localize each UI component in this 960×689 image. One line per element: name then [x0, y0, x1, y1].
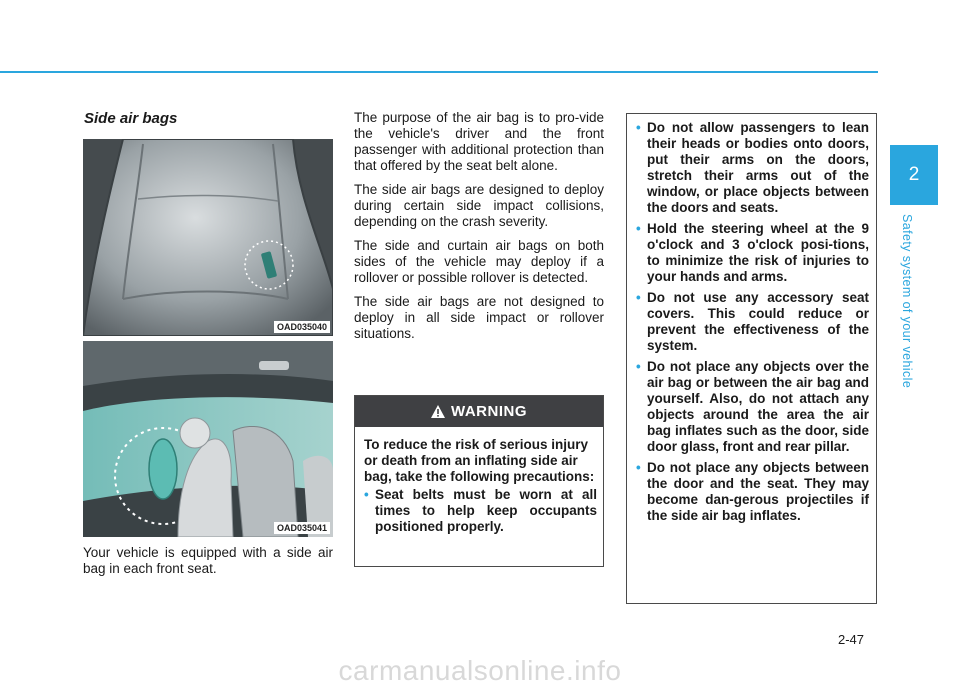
warning-intro: To reduce the risk of serious injury or death from an inflating side air bag, take the following precautions: [364, 437, 595, 484]
figure-seat-side-airbag [83, 139, 333, 336]
list-item: • Do not allow passengers to lean their heads or bodies onto doors, put their arms on the doors, stretch their arms out of the window, or place objects between the doors and seats. [636, 120, 869, 216]
page-number: 2-47 [838, 632, 865, 647]
deployed-airbag-illustration [83, 341, 333, 537]
figure-caption: Your vehicle is equipped with a side air bag in each front seat. [83, 545, 333, 576]
precautions-box [626, 113, 877, 604]
warning-triangle-icon [431, 405, 445, 418]
section-title: Side air bags [84, 110, 178, 127]
paragraph: The purpose of the air bag is to pro-vide the vehicle's driver and the front passenger with additional protection than that offered by the seat belt alone. [354, 110, 604, 173]
paragraph: The side air bags are designed to deploy during certain side impact collisions, depending on the crash severity. [354, 182, 604, 229]
warning-header [355, 396, 603, 427]
list-item: • Seat belts must be worn at all times to help keep occupants positioned properly. [364, 487, 597, 535]
figure-deployed-airbag [83, 341, 333, 537]
list-item: • Do not use any accessory seat covers. This could reduce or prevent the effectiveness of the system. [636, 290, 869, 354]
watermark: carmanualsonline.info [338, 655, 622, 686]
paragraph: The side air bags are not designed to deploy in all side impact or rollover situations. [354, 294, 604, 341]
chapter-tab: 2 [890, 145, 938, 205]
figure-code: OAD035041 [274, 522, 330, 534]
precautions-list [636, 120, 869, 524]
list-item: • Hold the steering wheel at the 9 o'clock and 3 o'clock posi-tions, to minimize the risk of injuries to your hands and arms. [636, 221, 869, 285]
list-item: • Do not place any objects over the air bag or between the air bag and yourself. Also, do not attach any objects around the area the air bag inflates such as the door, side door glass, front and rear pillar. [636, 359, 869, 455]
warning-box [354, 395, 604, 567]
seat-illustration [83, 139, 333, 336]
paragraph: The side and curtain air bags on both sides of the vehicle may deploy if a rollover or possible rollover is detected. [354, 238, 604, 285]
warning-body [355, 427, 603, 535]
list-item: • Do not place any objects between the door and the seat. They may become dan-gerous projectiles if the side air bag inflates. [636, 460, 869, 524]
warning-title: WARNING [451, 403, 527, 420]
chapter-label: Safety system of your vehicle [900, 214, 914, 389]
figure-code: OAD035040 [274, 321, 330, 333]
middle-column [354, 110, 604, 350]
header-rule [0, 71, 878, 73]
warning-bullets [364, 487, 597, 535]
